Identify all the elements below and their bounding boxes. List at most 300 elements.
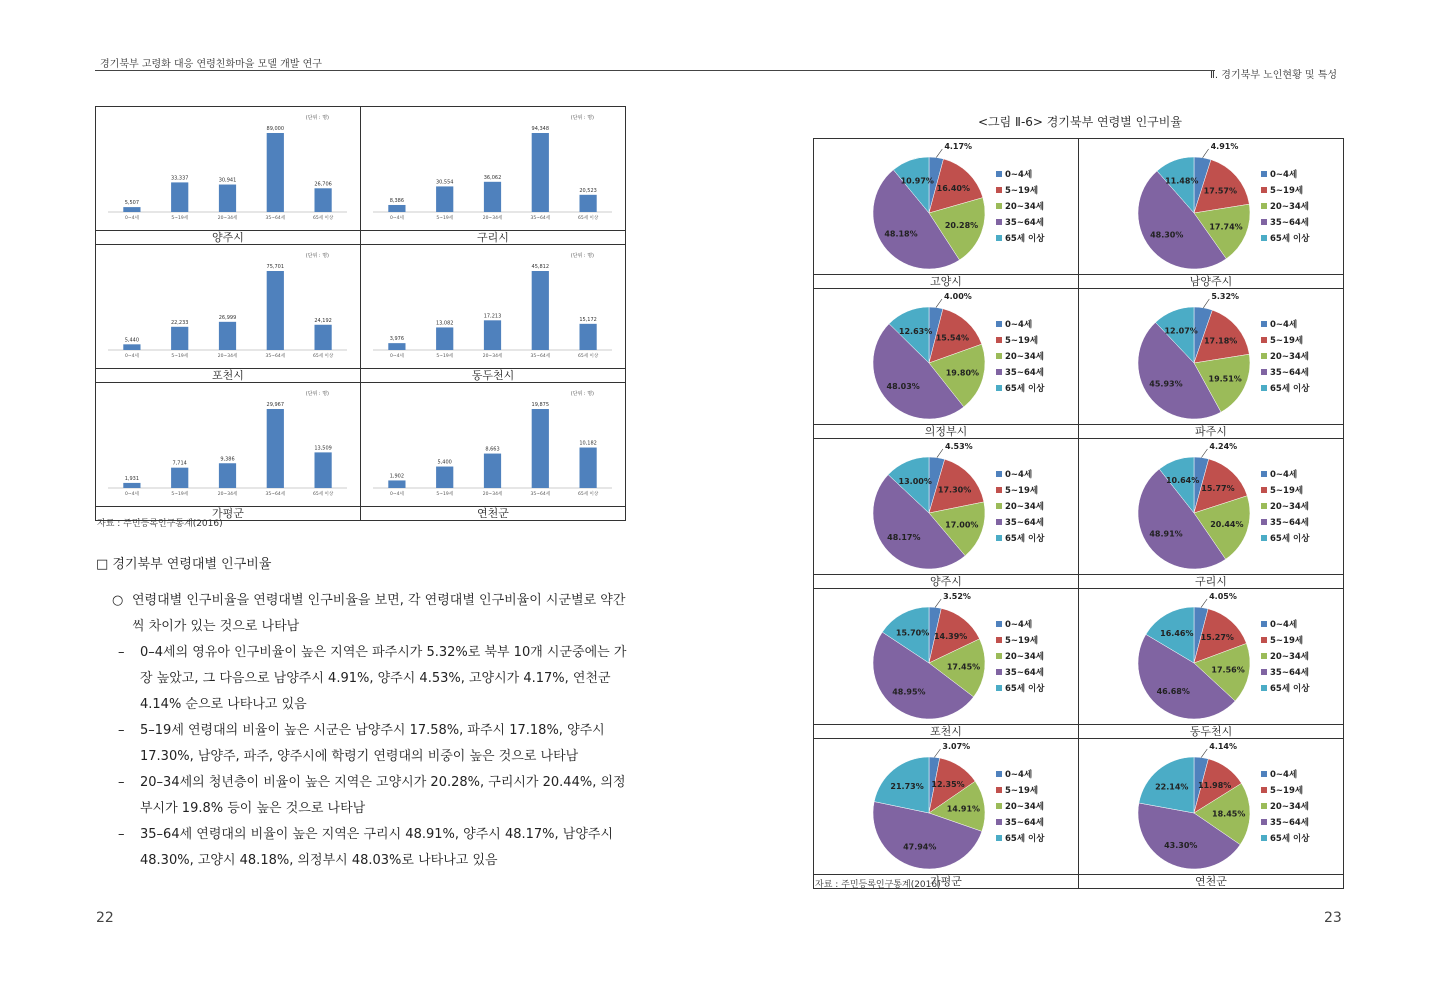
bar: [388, 343, 405, 350]
bar-value-label: 22,233: [170, 319, 189, 326]
legend-label: 0~4세: [1270, 620, 1298, 630]
bar-value-label: 1,931: [124, 475, 140, 482]
legend-label: 20~34세: [1270, 352, 1309, 362]
legend-swatch: [1261, 487, 1267, 493]
leader-line: [936, 149, 942, 157]
pie-chart: [1079, 139, 1342, 274]
bar-chart: [361, 107, 624, 230]
slice-label: 12.35%: [931, 779, 965, 789]
legend-swatch: [1261, 171, 1267, 177]
legend-swatch: [1261, 369, 1267, 375]
dash-mark: –: [118, 775, 125, 790]
bar-value-label: 19,875: [531, 402, 550, 408]
legend-swatch: [1261, 235, 1267, 241]
legend-swatch: [996, 503, 1002, 509]
bar-value-label: 24,192: [314, 317, 332, 324]
unit-label: (단위 : 명): [570, 391, 594, 397]
bar-value-label: 26,999: [218, 314, 237, 321]
chart-caption: 동두천시: [1079, 725, 1344, 739]
chart-caption: 구리시: [361, 231, 626, 245]
legend-swatch: [996, 803, 1002, 809]
bar-value-label: 8,386: [389, 197, 405, 204]
bar: [484, 182, 501, 212]
slice-label: 15.70%: [895, 628, 930, 638]
leader-line: [936, 299, 942, 307]
slice-label: 14.91%: [946, 804, 981, 814]
category-label: 0~4세: [124, 492, 139, 497]
list-item-text: 35–64세 연령대의 비율이 높은 지역은 구리시 48.91%, 양주시 48.17%, 남양주시 48.30%, 고양시 48.18%, 의정부시 48.03%로 나타나고 있음: [140, 827, 614, 868]
legend-swatch: [1261, 321, 1267, 327]
leader-line: [1201, 749, 1207, 757]
bar: [314, 452, 331, 488]
legend-label: 5~19세: [1005, 636, 1039, 646]
bar-value-label: 10,182: [579, 440, 597, 447]
bar-value-label: 3,976: [389, 336, 405, 343]
header-left-title: 경기북부 고령화 대응 연령친화마을 모델 개발 연구: [100, 59, 322, 70]
slice-label: 17.30%: [937, 485, 972, 495]
category-label: 20~34세: [217, 216, 238, 221]
unit-label: (단위 : 명): [305, 115, 329, 121]
bullet-paragraph: [112, 588, 632, 640]
slice-label: 19.80%: [945, 368, 980, 378]
slice-label: 4.24%: [1209, 442, 1238, 451]
category-label: 0~4세: [124, 216, 139, 221]
legend-swatch: [1261, 471, 1267, 477]
category-label: 20~34세: [482, 354, 503, 359]
bar: [267, 409, 284, 488]
legend-swatch: [996, 637, 1002, 643]
legend-label: 35~64세: [1005, 518, 1044, 528]
legend-swatch: [1261, 653, 1267, 659]
category-label: 35~64세: [530, 354, 551, 359]
bar: [123, 344, 140, 350]
chart-caption: 고양시: [814, 275, 1079, 289]
chart-caption: 연천군: [361, 507, 626, 521]
leader-line: [1201, 449, 1207, 457]
legend-label: 35~64세: [1270, 368, 1309, 378]
pie-chart: [1079, 439, 1342, 574]
leader-line: [934, 749, 940, 757]
legend-label: 35~64세: [1270, 818, 1309, 828]
leader-line: [937, 449, 943, 458]
legend-label: 65세 이상: [1270, 684, 1310, 694]
bullet-mark: ○: [112, 593, 124, 608]
legend-swatch: [996, 685, 1002, 691]
legend-swatch: [996, 353, 1002, 359]
category-label: 20~34세: [482, 492, 503, 497]
leader-line: [1201, 599, 1207, 607]
legend-label: 65세 이상: [1270, 834, 1310, 844]
legend-swatch: [1261, 787, 1267, 793]
pie-chart: [1079, 589, 1342, 724]
bar: [171, 468, 188, 488]
bar: [436, 327, 453, 350]
bar-value-label: 5,507: [124, 200, 140, 207]
bar: [171, 327, 188, 350]
slice-label: 12.63%: [898, 326, 933, 336]
page-number-right: 23: [1324, 910, 1342, 926]
legend-swatch: [1261, 835, 1267, 841]
legend-swatch: [996, 535, 1002, 541]
bar-value-label: 8,663: [485, 446, 500, 453]
legend-swatch: [1261, 669, 1267, 675]
pie-chart: [814, 289, 1077, 424]
bar-chart: [96, 383, 359, 506]
legend-swatch: [996, 219, 1002, 225]
page-number-left: 22: [96, 910, 114, 926]
slice-label: 19.51%: [1208, 374, 1242, 384]
bar-value-label: 94,348: [531, 126, 550, 132]
chart-caption: 양주시: [814, 575, 1079, 589]
legend-swatch: [996, 669, 1002, 675]
bar-value-label: 5,400: [437, 459, 452, 466]
legend-swatch: [996, 369, 1002, 375]
slice-label: 15.54%: [935, 333, 970, 343]
bar-value-label: 30,554: [435, 179, 454, 186]
legend-label: 20~34세: [1005, 652, 1044, 662]
legend-label: 20~34세: [1005, 202, 1044, 212]
legend-swatch: [1261, 337, 1267, 343]
slice-label: 13.00%: [898, 477, 932, 487]
category-label: 35~64세: [265, 492, 286, 497]
legend-label: 35~64세: [1270, 218, 1309, 228]
slice-label: 3.52%: [943, 592, 971, 601]
slice-label: 17.00%: [945, 520, 979, 530]
category-label: 35~64세: [265, 354, 286, 359]
slice-label: 45.93%: [1149, 379, 1183, 389]
legend-swatch: [1261, 803, 1267, 809]
bar-value-label: 45,812: [531, 264, 550, 270]
figure-title: <그림 Ⅱ-6> 경기북부 연령별 인구비율: [978, 115, 1182, 129]
legend-swatch: [996, 653, 1002, 659]
legend-label: 65세 이상: [1270, 384, 1310, 394]
category-label: 0~4세: [389, 492, 404, 497]
legend-label: 5~19세: [1270, 636, 1304, 646]
bar: [219, 322, 236, 350]
legend-swatch: [1261, 621, 1267, 627]
slice-label: 12.07%: [1164, 326, 1198, 336]
slice-label: 47.94%: [903, 842, 937, 852]
slice-label: 22.14%: [1155, 782, 1189, 792]
category-label: 5~19세: [436, 216, 454, 221]
chart-caption: 양주시: [96, 231, 361, 245]
pie-chart: [1079, 289, 1342, 424]
legend-label: 65세 이상: [1005, 834, 1045, 844]
bar-value-label: 33,337: [170, 175, 189, 182]
legend-swatch: [1261, 519, 1267, 525]
bar: [579, 324, 596, 350]
bar-chart: [361, 383, 624, 506]
slice-label: 48.03%: [886, 382, 920, 392]
category-label: 0~4세: [124, 354, 139, 359]
dash-mark: –: [118, 723, 125, 738]
body-text: [112, 588, 632, 874]
right-source: 자료 : 주민등록인구통계(2016): [815, 880, 941, 890]
chart-caption: 구리시: [1079, 575, 1344, 589]
slice-label: 17.57%: [1203, 186, 1237, 196]
bullet-text: 연령대별 인구비율을 연령대별 인구비율을 보면, 각 연령대별 인구비율이 시군별로 약간씩 차이가 있는 것으로 나타남: [132, 593, 626, 634]
list-item: [118, 718, 632, 770]
bar: [532, 133, 549, 212]
legend-label: 35~64세: [1270, 518, 1309, 528]
category-label: 20~34세: [482, 216, 503, 221]
legend-label: 35~64세: [1005, 368, 1044, 378]
chart-caption: 포천시: [96, 369, 361, 383]
bar-value-label: 30,941: [218, 177, 237, 184]
slice-label: 46.68%: [1156, 686, 1190, 696]
legend-label: 65세 이상: [1005, 234, 1045, 244]
bar: [171, 182, 188, 212]
slice-label: 4.53%: [944, 442, 973, 451]
bar-value-label: 7,714: [172, 460, 187, 467]
slice-label: 4.91%: [1210, 142, 1239, 151]
category-label: 20~34세: [217, 492, 238, 497]
chart-caption: 연천군: [1079, 875, 1344, 889]
category-label: 65세 이상: [577, 216, 599, 221]
legend-label: 35~64세: [1270, 668, 1309, 678]
bar: [579, 195, 596, 212]
legend-swatch: [996, 337, 1002, 343]
legend-label: 5~19세: [1270, 186, 1304, 196]
legend-swatch: [1261, 637, 1267, 643]
slice-label: 16.46%: [1160, 628, 1194, 638]
category-label: 0~4세: [389, 354, 404, 359]
pie-chart: [814, 739, 1077, 874]
category-label: 5~19세: [436, 492, 454, 497]
bar-value-label: 13,509: [314, 445, 332, 452]
bar-value-label: 9,386: [220, 456, 235, 463]
bar-value-label: 36,062: [483, 174, 502, 181]
bar: [219, 463, 236, 488]
legend-label: 0~4세: [1005, 470, 1033, 480]
chart-caption: 동두천시: [361, 369, 626, 383]
slice-label: 48.17%: [887, 532, 921, 542]
bar-chart-grid: [95, 106, 626, 521]
bar-value-label: 15,172: [579, 316, 597, 323]
slice-label: 15.27%: [1200, 633, 1234, 643]
slice-label: 17.45%: [946, 662, 981, 672]
legend-swatch: [1261, 203, 1267, 209]
unit-label: (단위 : 명): [570, 115, 594, 121]
legend-label: 5~19세: [1005, 186, 1039, 196]
legend-label: 65세 이상: [1005, 384, 1045, 394]
dash-mark: –: [118, 827, 125, 842]
chart-caption: 의정부시: [814, 425, 1079, 439]
legend-label: 20~34세: [1005, 802, 1044, 812]
unit-label: (단위 : 명): [305, 391, 329, 397]
bar-value-label: 13,082: [435, 320, 454, 327]
legend-label: 65세 이상: [1005, 684, 1045, 694]
legend-swatch: [996, 621, 1002, 627]
bar: [219, 185, 236, 212]
slice-label: 16.40%: [936, 184, 971, 194]
legend-label: 0~4세: [1005, 320, 1033, 330]
slice-label: 43.30%: [1164, 841, 1198, 851]
bar: [579, 448, 596, 488]
legend-swatch: [996, 385, 1002, 391]
legend-label: 20~34세: [1270, 652, 1309, 662]
pie-chart-grid: [813, 138, 1344, 889]
legend-label: 5~19세: [1005, 336, 1039, 346]
slice-label: 48.18%: [884, 229, 918, 239]
legend-swatch: [996, 321, 1002, 327]
bar: [484, 320, 501, 350]
bar: [123, 483, 140, 488]
slice-label: 48.91%: [1149, 529, 1183, 539]
chart-caption: 포천시: [814, 725, 1079, 739]
legend-swatch: [1261, 819, 1267, 825]
bar-value-label: 29,967: [266, 402, 285, 408]
bar: [532, 271, 549, 350]
category-label: 0~4세: [389, 216, 404, 221]
bar-chart: [361, 245, 624, 368]
legend-swatch: [996, 471, 1002, 477]
legend-swatch: [1261, 535, 1267, 541]
legend-label: 35~64세: [1005, 218, 1044, 228]
section-title: □ 경기북부 연령대별 인구비율: [96, 557, 272, 572]
pie-chart: [814, 139, 1077, 274]
legend-swatch: [1261, 353, 1267, 359]
list-item-text: 5–19세 연령대의 비율이 높은 시군은 남양주시 17.58%, 파주시 17.18%, 양주시 17.30%, 남양주, 파주, 양주시에 학령기 연령대의 비중이 높은 것으로 나타남: [140, 723, 605, 764]
category-label: 35~64세: [265, 216, 286, 221]
leader-line: [935, 599, 941, 607]
category-label: 65세 이상: [312, 354, 334, 359]
slice-label: 11.48%: [1165, 176, 1199, 186]
unit-label: (단위 : 명): [305, 253, 329, 259]
legend-swatch: [1261, 503, 1267, 509]
legend-label: 35~64세: [1005, 668, 1044, 678]
legend-swatch: [996, 519, 1002, 525]
bar: [532, 409, 549, 488]
legend-label: 0~4세: [1270, 170, 1298, 180]
pie-chart: [814, 439, 1077, 574]
legend-swatch: [996, 487, 1002, 493]
dash-mark: –: [118, 645, 125, 660]
slice-label: 15.77%: [1201, 483, 1235, 493]
left-source: 자료 : 주민등록인구통계(2016): [97, 519, 223, 529]
unit-label: (단위 : 명): [570, 253, 594, 259]
legend-swatch: [996, 171, 1002, 177]
bar-value-label: 89,000: [266, 126, 285, 132]
chart-caption: 파주시: [1079, 425, 1344, 439]
legend-label: 0~4세: [1005, 170, 1033, 180]
category-label: 65세 이상: [312, 492, 334, 497]
legend-label: 35~64세: [1005, 818, 1044, 828]
category-label: 65세 이상: [577, 492, 599, 497]
category-label: 5~19세: [436, 354, 454, 359]
bar: [267, 271, 284, 350]
legend-swatch: [1261, 685, 1267, 691]
slice-label: 17.56%: [1211, 665, 1245, 675]
slice-label: 17.74%: [1209, 222, 1243, 232]
legend-swatch: [996, 771, 1002, 777]
legend-swatch: [996, 835, 1002, 841]
legend-label: 5~19세: [1270, 486, 1304, 496]
legend-swatch: [1261, 187, 1267, 193]
slice-label: 48.95%: [892, 687, 926, 697]
slice-label: 18.45%: [1212, 809, 1246, 819]
legend-label: 0~4세: [1005, 620, 1033, 630]
bar-value-label: 5,440: [124, 337, 140, 344]
legend-swatch: [996, 203, 1002, 209]
pie-chart: [814, 589, 1077, 724]
bar-value-label: 75,701: [266, 264, 285, 270]
bar: [123, 207, 140, 212]
header-right-title: Ⅱ. 경기북부 노인현황 및 특성: [1210, 70, 1338, 81]
legend-label: 20~34세: [1270, 502, 1309, 512]
legend-label: 20~34세: [1005, 502, 1044, 512]
slice-label: 17.18%: [1203, 336, 1238, 346]
bar: [436, 186, 453, 212]
category-label: 5~19세: [171, 216, 189, 221]
bar-chart: [96, 107, 359, 230]
list-item: [118, 770, 632, 822]
slice-label: 5.32%: [1211, 292, 1240, 301]
legend-label: 5~19세: [1270, 786, 1304, 796]
legend-label: 0~4세: [1270, 770, 1298, 780]
legend-label: 0~4세: [1270, 320, 1298, 330]
slice-label: 4.00%: [944, 292, 972, 301]
legend-label: 0~4세: [1005, 770, 1033, 780]
bar-chart: [96, 245, 359, 368]
category-label: 35~64세: [530, 216, 551, 221]
bar: [436, 467, 453, 488]
bar: [388, 205, 405, 212]
legend-label: 20~34세: [1005, 352, 1044, 362]
category-label: 5~19세: [171, 492, 189, 497]
slice-label: 21.73%: [890, 782, 924, 792]
legend-swatch: [996, 235, 1002, 241]
legend-swatch: [1261, 219, 1267, 225]
slice-label: 4.14%: [1209, 742, 1238, 751]
leader-line: [1203, 149, 1209, 158]
category-label: 65세 이상: [312, 216, 334, 221]
chart-caption: 가평군: [96, 507, 361, 521]
bar-value-label: 17,213: [483, 313, 502, 320]
bar: [388, 480, 405, 488]
bar: [314, 325, 331, 350]
category-label: 35~64세: [530, 492, 551, 497]
legend-label: 0~4세: [1270, 470, 1298, 480]
slice-label: 10.97%: [900, 176, 934, 186]
list-item-text: 0–4세의 영유아 인구비율이 높은 지역은 파주시가 5.32%로 북부 10개 시군중에는 가장 높았고, 그 다음으로 남양주시 4.91%, 양주시 4.53%, 고양시가 4.17%, 연천군 4.14% 순으로 나타나고 있음: [140, 645, 627, 712]
leader-line: [1203, 299, 1209, 308]
category-label: 20~34세: [217, 354, 238, 359]
slice-label: 14.39%: [933, 631, 968, 641]
legend-swatch: [1261, 385, 1267, 391]
legend-label: 5~19세: [1005, 486, 1039, 496]
slice-label: 10.64%: [1165, 476, 1200, 486]
legend-swatch: [996, 819, 1002, 825]
legend-label: 65세 이상: [1270, 534, 1310, 544]
category-label: 5~19세: [171, 354, 189, 359]
pie-chart: [1079, 739, 1342, 874]
list-item-text: 20–34세의 청년층이 비율이 높은 지역은 고양시가 20.28%, 구리시가 20.44%, 의정부시가 19.8% 등이 높은 것으로 나타남: [140, 775, 626, 816]
bar: [314, 188, 331, 212]
bar: [484, 454, 501, 488]
legend-swatch: [996, 787, 1002, 793]
legend-label: 5~19세: [1270, 336, 1304, 346]
bar: [267, 133, 284, 212]
legend-swatch: [1261, 771, 1267, 777]
slice-label: 20.28%: [944, 221, 979, 231]
legend-label: 5~19세: [1005, 786, 1039, 796]
legend-label: 20~34세: [1270, 202, 1309, 212]
slice-label: 4.17%: [944, 142, 973, 151]
header-rule: [95, 70, 1215, 71]
chart-caption: 남양주시: [1079, 275, 1344, 289]
slice-label: 48.30%: [1150, 230, 1184, 240]
